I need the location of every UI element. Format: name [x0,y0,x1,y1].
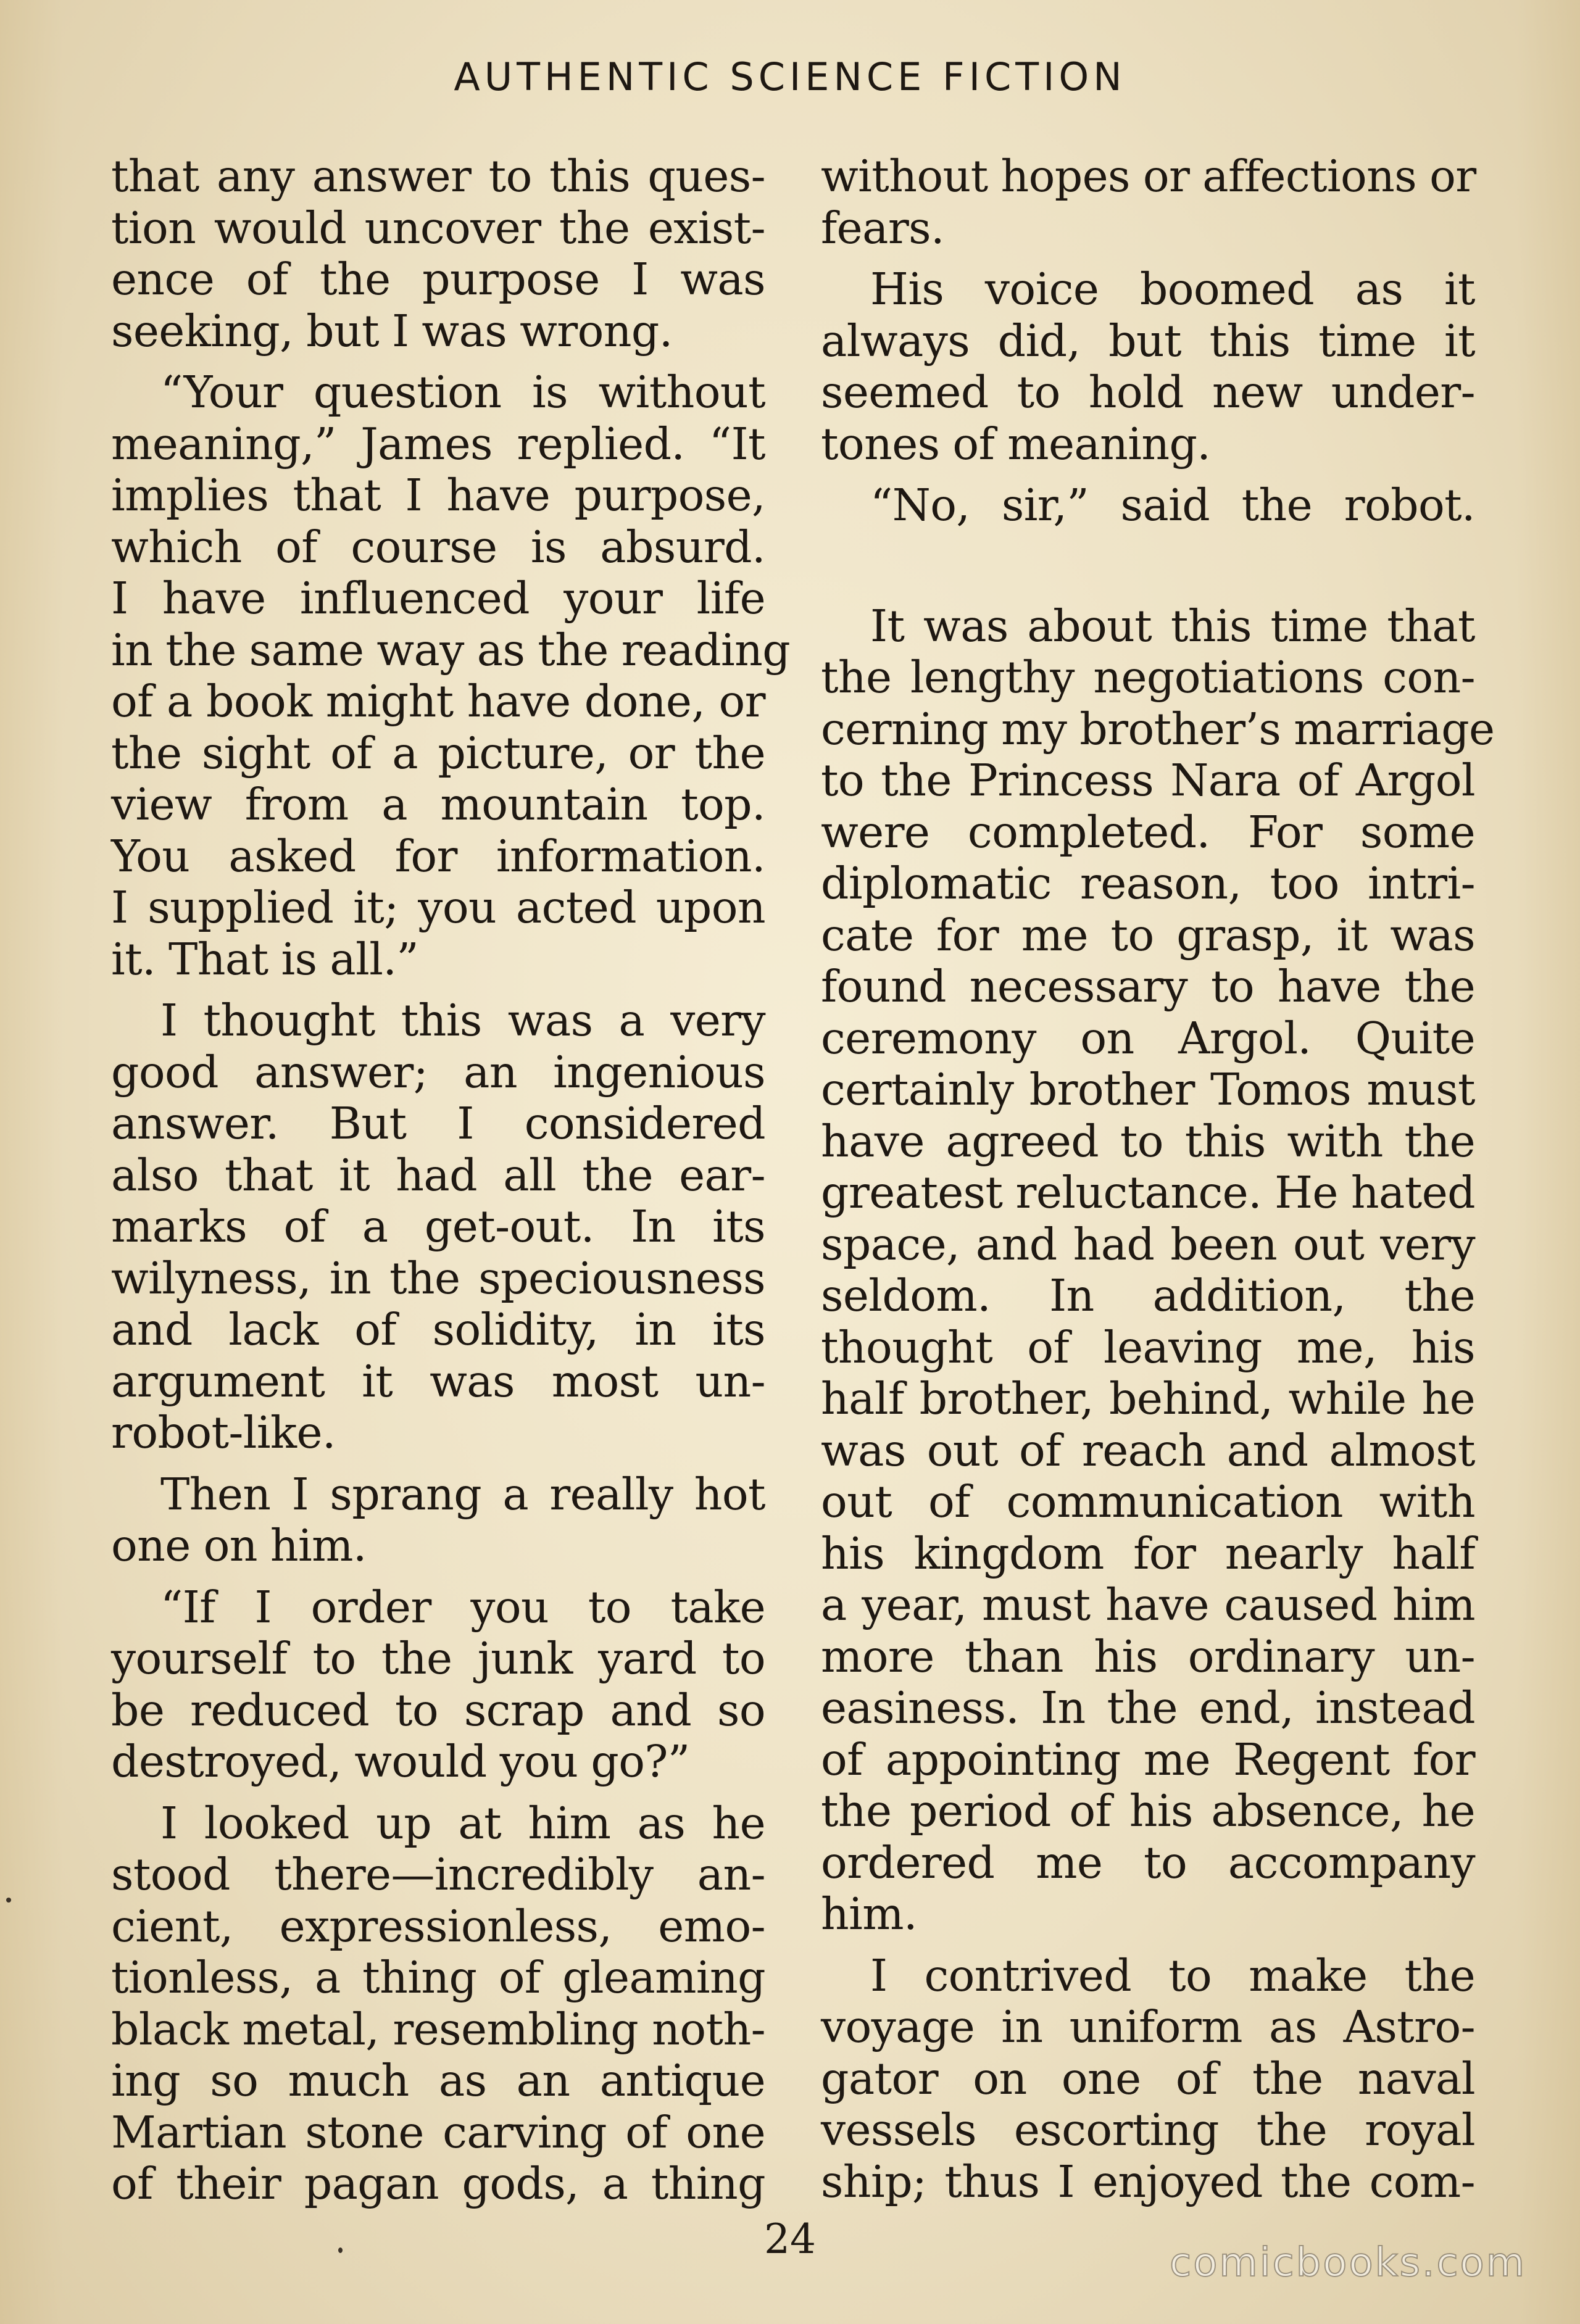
text-line: seldom. In addition, the [821,1270,1475,1321]
text-column-left [111,151,791,2220]
paragraph [821,479,1475,531]
text-line: argument it was most un- [111,1355,765,1407]
text-line: diplomatic reason, too intri- [821,858,1475,909]
text-line: I have influenced your life [111,573,765,624]
text-line: robot-like. [111,1407,336,1458]
text-line: the period of his absence, he [821,1785,1475,1836]
text-line: out of communication with [821,1476,1475,1527]
paragraph [111,1798,765,2210]
text-line: tones of meaning. [821,418,1211,470]
text-line: were completed. For some [821,806,1475,858]
paragraph [821,1950,1475,2208]
text-line: him. [821,1888,917,1940]
watermark: comicbooks.com [1170,2240,1527,2286]
text-line: voyage in uniform as Astro- [821,2001,1475,2052]
text-line: Then I sprang a really hot [160,1468,765,1520]
text-line: marks of a get-out. In its [111,1201,765,1252]
page-number: 24 [764,2215,816,2263]
text-line: have agreed to this with the [821,1115,1475,1167]
paragraph [111,367,791,985]
text-column-right [821,151,1495,2217]
text-line: ing so much as an antique [111,2055,765,2106]
text-line: was out of reach and almost [821,1424,1475,1476]
paragraph [111,1469,765,1572]
text-line: without hopes or affections or [821,151,1476,202]
running-head: AUTHENTIC SCIENCE FICTION [454,54,1126,99]
text-line: thought of leaving me, his [821,1321,1475,1373]
text-line: wilyness, in the speciousness [111,1252,765,1304]
section-break [821,541,1475,600]
text-line: “If I order you to take [160,1581,765,1633]
text-line: ordered me to accompany [821,1836,1475,1888]
text-line: of appointing me Regent for [821,1733,1475,1785]
text-line: ceremony on Argol. Quite [821,1012,1475,1064]
text-line: it. That is all.” [111,933,419,985]
text-line: found necessary to have the [821,961,1475,1012]
text-line: answer. But I considered [111,1098,765,1149]
text-line: meaning,” James replied. “It [111,418,765,470]
text-line: more than his ordinary un- [821,1630,1475,1682]
text-line: cerning my brother’s marriage [821,703,1495,755]
text-line: Martian stone carving of one [111,2106,765,2158]
text-line: I looked up at him as he [160,1797,765,1849]
text-line: fears. [821,202,944,254]
text-line: the lengthy negotiations con- [821,652,1475,703]
text-line: yourself to the junk yard to [111,1633,765,1684]
text-line: seeking, but I was wrong. [111,305,673,357]
text-line: space, and had been out very [821,1218,1475,1270]
text-line: stood there—incredibly an- [111,1849,765,1900]
text-line: which of course is absurd. [111,521,765,573]
text-line: always did, but this time it [821,315,1475,367]
paragraph [821,151,1475,254]
text-line: You asked for information. [111,830,765,882]
print-speck [6,1898,11,1903]
text-line: I contrived to make the [870,1949,1475,2001]
paragraph [821,264,1475,470]
text-line: good answer; an ingenious [111,1046,765,1098]
text-line: view from a mountain top. [111,779,765,830]
text-line: “No, sir,” said the robot. [870,479,1475,531]
text-line: and lack of solidity, in its [111,1304,765,1355]
paragraph [111,1582,765,1788]
text-line: half brother, behind, while he [821,1373,1475,1424]
text-line: cate for me to grasp, it was [821,909,1475,961]
paragraph [111,151,765,357]
text-line: cient, expressionless, emo- [111,1900,765,1952]
text-line: be reduced to scrap and so [111,1684,765,1736]
text-line: that any answer to this ques- [111,151,765,202]
text-line: in the same way as the reading [111,624,791,676]
text-line: easiness. In the end, instead [821,1682,1475,1733]
text-line: ence of the purpose I was [111,254,765,305]
text-line: vessels escorting the royal [821,2104,1475,2156]
paragraph [821,600,1495,1940]
text-line: a year, must have caused him [821,1579,1475,1630]
text-line: tion would uncover the exist- [111,202,765,254]
text-line: one on him. [111,1520,367,1571]
text-line: His voice boomed as it [870,264,1475,315]
text-line: gator on one of the naval [821,2052,1475,2104]
text-line: also that it had all the ear- [111,1149,765,1201]
text-line: I supplied it; you acted upon [111,882,765,933]
text-line: the sight of a picture, or the [111,727,765,779]
text-line: seemed to hold new under- [821,367,1475,418]
text-line: his kingdom for nearly half [821,1527,1475,1579]
text-line: I thought this was a very [160,995,765,1046]
text-line: of their pagan gods, a thing [111,2158,765,2209]
text-line: black metal, resembling noth- [111,2003,765,2055]
text-line: tionless, a thing of gleaming [111,1952,765,2003]
text-line: “Your question is without [160,367,765,418]
text-line: greatest reluctance. He hated [821,1167,1475,1218]
paragraph [111,995,765,1459]
text-line: certainly brother Tomos must [821,1064,1475,1115]
text-line: It was about this time that [870,600,1475,652]
text-line: to the Princess Nara of Argol [821,755,1475,806]
text-line: ship; thus I enjoyed the com- [821,2156,1475,2207]
text-line: implies that I have purpose, [111,470,765,521]
text-line: destroyed, would you go?” [111,1736,690,1787]
text-line: of a book might have done, or [111,676,765,727]
